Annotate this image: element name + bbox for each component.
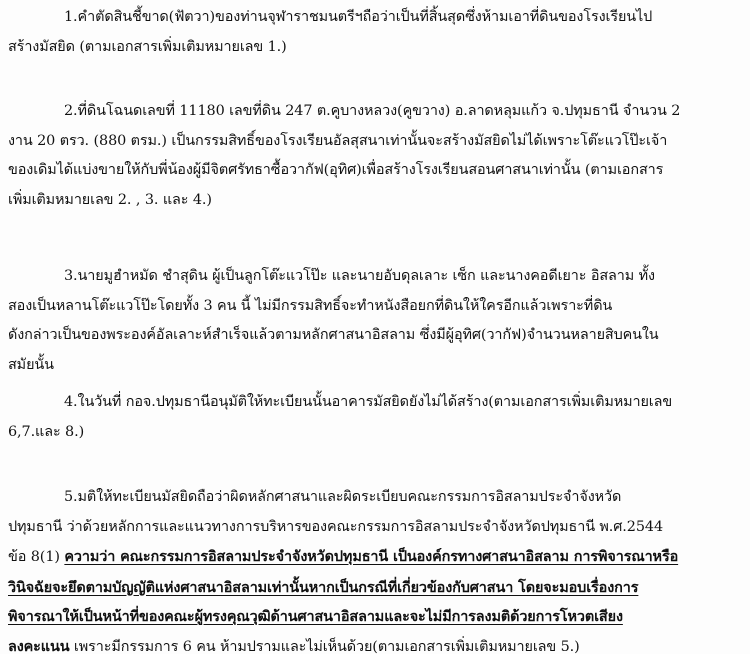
paragraph-3 bbox=[8, 262, 746, 380]
paragraph-4 bbox=[8, 388, 746, 447]
paragraph-line: ของเดิมได้แบ่งขายให้กับพี่น้องผู้มีจิตศรัทธาซื้อวากัฟ(อุทิศ)เพื่อสร้างโรงเรียนสอนศาสนาเท่านั้น (ตามเอกสาร bbox=[8, 162, 664, 178]
paragraph-line: 5.มติให้ทะเบียนมัสยิดถือว่าผิดหลักศาสนาและผิดระเบียบคณะกรรมการอิสลามประจำจังหวัด bbox=[64, 489, 622, 505]
paragraph-line: สมัยนั้น bbox=[8, 356, 54, 373]
emphasized-line: พิจารณาให้เป็นหน้าที่ของคณะผู้ทรงคุณวุฒิด้านศาสนาอิสลามและจะไม่มีการลงมติด้วยการโหวตเสียง bbox=[8, 608, 623, 625]
paragraph-line bbox=[8, 542, 746, 573]
paragraph-5 bbox=[8, 483, 746, 654]
emphasized-text: ความว่า คณะกรรมการอิสลามประจำจังหวัดปทุมธานี เป็นองค์กรทางศาสนาอิสลาม การพิจารณาหรือ bbox=[64, 548, 679, 565]
paragraph-line: สร้างมัสยิด (ตามเอกสารเพิ่มเติมหมายเลข 1.) bbox=[8, 38, 287, 55]
clause-reference: ข้อ 8(1) bbox=[8, 549, 65, 565]
paragraph-line: ดังกล่าวเป็นของพระองค์อัลเลาะห์สำเร็จแล้วตามหลักศาสนาอิสลาม ซึ่งมีผู้อุทิศ(วากัฟ)จำนวนหลายสิบคนใน bbox=[8, 327, 659, 343]
paragraph-1 bbox=[8, 3, 746, 62]
paragraph-line: 2.ที่ดินโฉนดเลขที่ 11180 เลขที่ดิน 247 ต.คูบางหลวง(คูขวาง) อ.ลาดหลุมแก้ว จ.ปทุมธานี จำนวน 2 bbox=[64, 103, 681, 119]
paragraph-line: ปทุมธานี ว่าด้วยหลักการและแนวทางการบริหารของคณะกรรมการอิสลามประจำจังหวัดปทุมธานี พ.ศ.2544 bbox=[8, 518, 663, 535]
emphasized-line: วินิจฉัยจะยึดตามบัญญัติแห่งศาสนาอิสลามเท่านั้นหากเป็นกรณีที่เกี่ยวข้องกับศาสนา โดยจะมอบเรื่องการ bbox=[8, 578, 639, 596]
paragraph-line: เพิ่มเติมหมายเลข 2. , 3. และ 4.) bbox=[8, 191, 212, 208]
paragraph-line bbox=[8, 632, 746, 654]
paragraph-line: สองเป็นหลานโต๊ะแวโป๊ะโดยทั้ง 3 คน นี้ ไม่มีกรรมสิทธิ์จะทำหนังสือยกที่ดินให้ใครอีกแล้วเพราะที่ดิน bbox=[8, 297, 613, 314]
paragraph-line: งาน 20 ตรว. (880 ตรม.) เป็นกรรมสิทธิ์ของโรงเรียนอัลสุสนาเท่านั้นจะสร้างมัสยิดไม่ได้เพราะโต๊ะแวโป๊ะเจ้า bbox=[8, 132, 668, 149]
paragraph-line: 6,7.และ 8.) bbox=[8, 423, 85, 440]
paragraph-line: 1.คำตัดสินชี้ขาด(ฟัตวา)ของท่านจุฬาราชมนตรีฯถือว่าเป็นที่สิ้นสุดซึ่งห้ามเอาที่ดินของโรงเรียนไป bbox=[64, 9, 653, 25]
emphasized-text: ลงคะแนน bbox=[8, 637, 70, 654]
paragraph-line: 3.นายมูฮำหมัด ชำสุดิน ผู้เป็นลูกโต๊ะแวโป๊ะ และนายอับดุลเลาะ เซ็ก และนางคอดีเยาะ อิสลาม ทั้ง bbox=[64, 268, 655, 284]
paragraph-2 bbox=[8, 97, 746, 215]
plain-text: เพราะมีกรรมการ 6 คน ห้ามปรามและไม่เห็นด้วย(ตามเอกสารเพิ่มเติมหมายเลข 5.) bbox=[69, 638, 580, 654]
paragraph-line: 4.ในวันที่ กอจ.ปทุมธานีอนุมัติให้ทะเบียนนั้นอาคารมัสยิดยังไม่ได้สร้าง(ตามเอกสารเพิ่มเติมหมายเลข bbox=[64, 394, 673, 410]
